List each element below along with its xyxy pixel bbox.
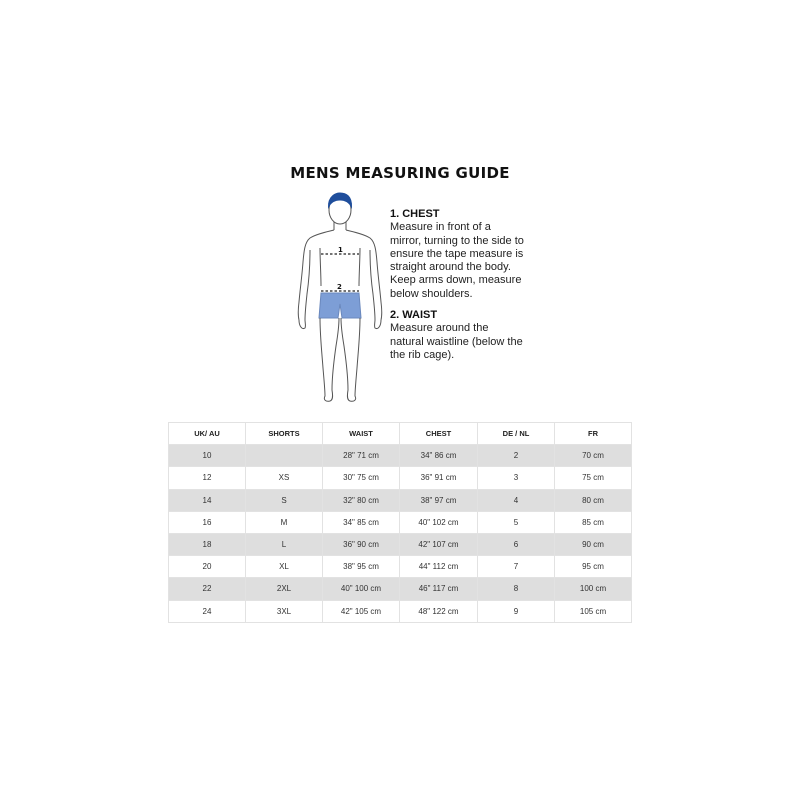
header-waist: WAIST <box>323 423 400 445</box>
cell-waist: 34" 85 cm <box>323 511 400 533</box>
chest-marker-label: 1 <box>338 246 343 254</box>
waist-marker-label: 2 <box>337 283 342 291</box>
chest-instruction-title: 1. CHEST <box>390 208 440 220</box>
cell-de-nl: 7 <box>478 556 555 578</box>
cell-shorts <box>246 445 323 467</box>
cell-fr: 75 cm <box>555 467 632 489</box>
header-fr: FR <box>555 423 632 445</box>
cell-waist: 42" 105 cm <box>323 600 400 622</box>
chest-instruction <box>390 208 525 301</box>
shorts-shape <box>319 293 361 318</box>
table-row <box>169 600 632 622</box>
waist-instruction-title: 2. WAIST <box>390 309 438 322</box>
cell-uk-au: 20 <box>169 556 246 578</box>
cell-fr: 100 cm <box>555 578 632 600</box>
cell-chest: 44" 112 cm <box>400 556 478 578</box>
table-row <box>169 489 632 511</box>
size-chart-table <box>168 422 632 623</box>
cell-fr: 105 cm <box>555 600 632 622</box>
cell-waist: 30" 75 cm <box>323 467 400 489</box>
cell-uk-au: 12 <box>169 467 246 489</box>
header-chest: CHEST <box>400 423 478 445</box>
cell-waist: 28" 71 cm <box>323 445 400 467</box>
cell-waist: 36" 90 cm <box>323 533 400 555</box>
cell-de-nl: 8 <box>478 578 555 600</box>
cell-fr: 95 cm <box>555 556 632 578</box>
cell-uk-au: 14 <box>169 489 246 511</box>
cell-fr: 85 cm <box>555 511 632 533</box>
chest-instruction-text: Measure in front of a mirror, turning to the side to ensure the tape measure is straight around the body. Keep arms down, measure below shoulders. <box>390 221 524 300</box>
page-title: MENS MEASURING GUIDE <box>290 164 510 182</box>
cell-de-nl: 5 <box>478 511 555 533</box>
cell-shorts: 2XL <box>246 578 323 600</box>
cell-shorts: L <box>246 533 323 555</box>
cell-de-nl: 4 <box>478 489 555 511</box>
cell-fr: 70 cm <box>555 445 632 467</box>
cell-shorts: M <box>246 511 323 533</box>
cell-chest: 36" 91 cm <box>400 467 478 489</box>
table-header-row <box>169 423 632 445</box>
table-row <box>169 511 632 533</box>
cell-waist: 32" 80 cm <box>323 489 400 511</box>
table-row <box>169 556 632 578</box>
waist-instruction <box>390 309 525 362</box>
header-de-nl: DE / NL <box>478 423 555 445</box>
waist-instruction-text: Measure around the natural waistline (below the the rib cage). <box>390 322 523 361</box>
legs-outline <box>320 318 360 401</box>
cell-shorts: 3XL <box>246 600 323 622</box>
cell-chest: 46" 117 cm <box>400 578 478 600</box>
header-shorts: SHORTS <box>246 423 323 445</box>
cell-chest: 48" 122 cm <box>400 600 478 622</box>
body-figure-illustration <box>290 190 390 406</box>
cell-de-nl: 9 <box>478 600 555 622</box>
cell-fr: 80 cm <box>555 489 632 511</box>
measuring-instructions <box>390 208 525 370</box>
cell-uk-au: 18 <box>169 533 246 555</box>
cell-chest: 40" 102 cm <box>400 511 478 533</box>
header-uk-au: UK/ AU <box>169 423 246 445</box>
table-row <box>169 445 632 467</box>
cell-chest: 42" 107 cm <box>400 533 478 555</box>
cell-shorts: S <box>246 489 323 511</box>
right-hand <box>375 320 381 329</box>
cell-chest: 34" 86 cm <box>400 445 478 467</box>
cell-uk-au: 22 <box>169 578 246 600</box>
cell-shorts: XL <box>246 556 323 578</box>
cell-chest: 38" 97 cm <box>400 489 478 511</box>
cell-de-nl: 6 <box>478 533 555 555</box>
cell-uk-au: 24 <box>169 600 246 622</box>
table-row <box>169 533 632 555</box>
cell-uk-au: 10 <box>169 445 246 467</box>
cell-shorts: XS <box>246 467 323 489</box>
left-hand <box>299 320 305 329</box>
cell-waist: 40" 100 cm <box>323 578 400 600</box>
cell-de-nl: 2 <box>478 445 555 467</box>
cell-uk-au: 16 <box>169 511 246 533</box>
cell-fr: 90 cm <box>555 533 632 555</box>
table-row <box>169 578 632 600</box>
table-row <box>169 467 632 489</box>
cell-de-nl: 3 <box>478 467 555 489</box>
cell-waist: 38" 95 cm <box>323 556 400 578</box>
